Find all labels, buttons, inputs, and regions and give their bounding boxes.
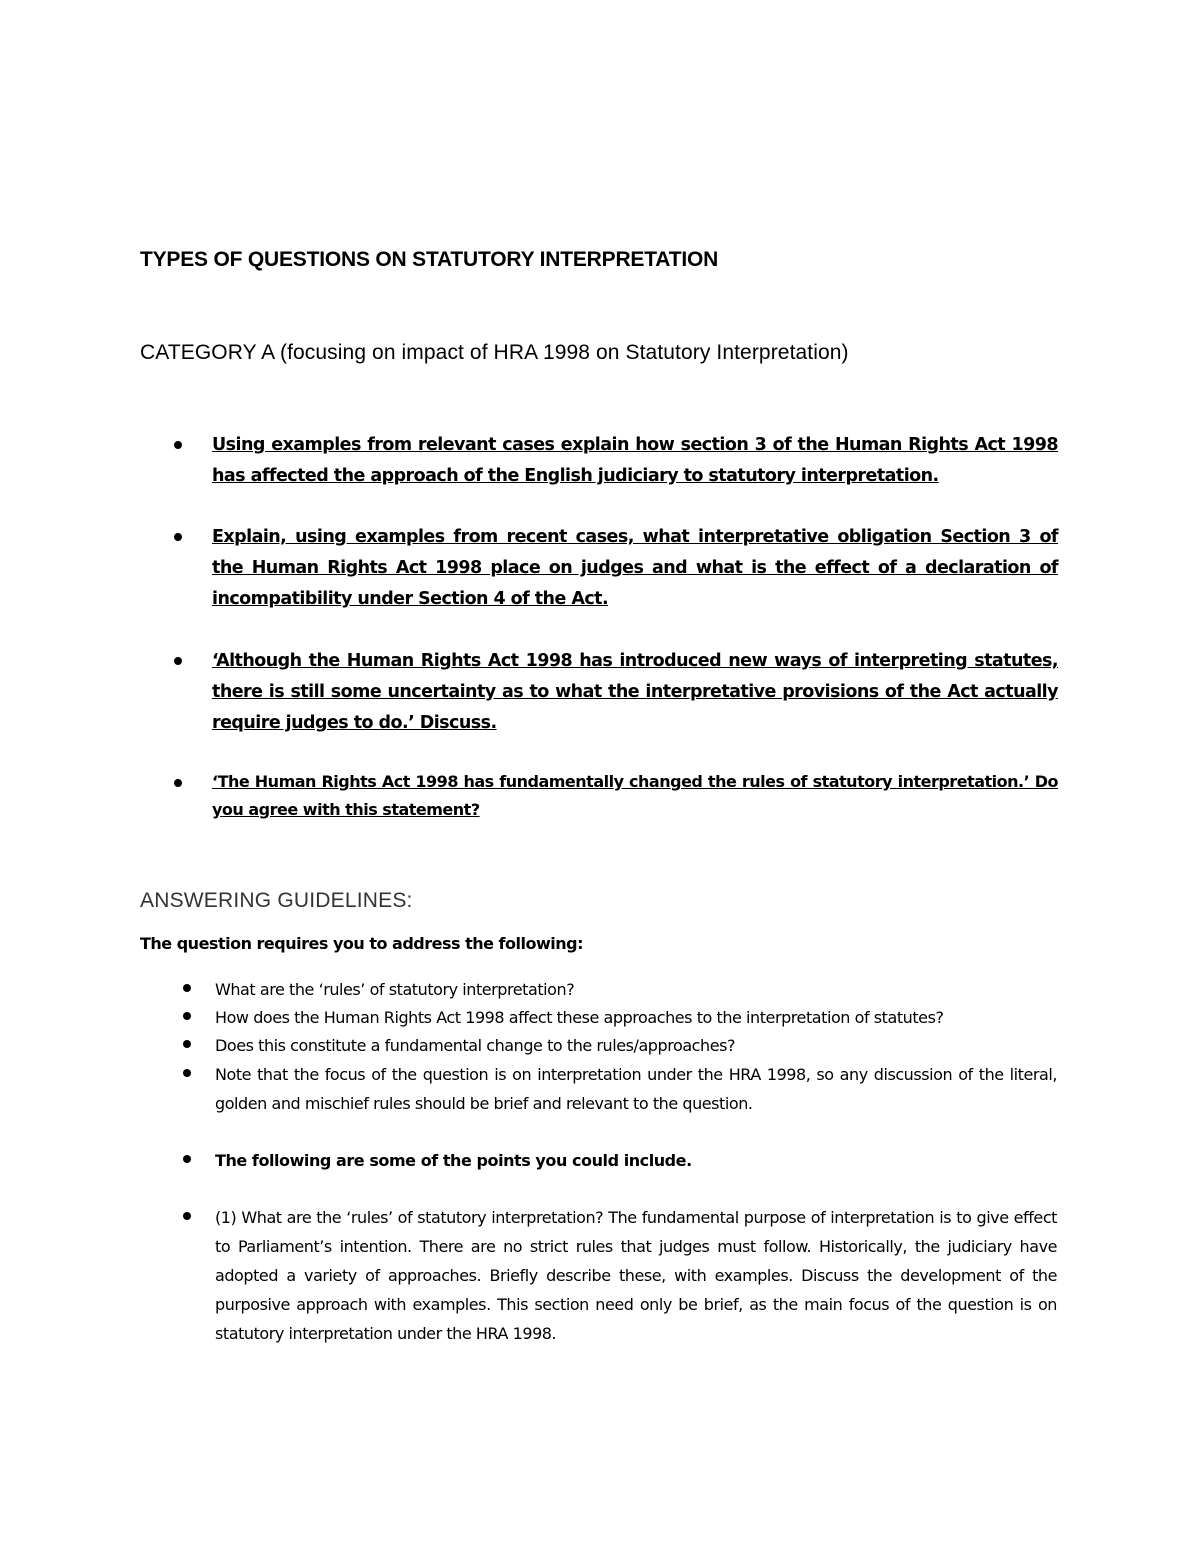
document-title: TYPES OF QUESTIONS ON STATUTORY INTERPRETATION [140, 248, 719, 271]
bullet-icon [183, 1155, 191, 1163]
question-item-2: Explain, using examples from recent cases, what interpretative obligation Section 3 of the Human Rights Act 1998 place on judges and what is the effect of a declaration of incompatibility under Section 4 of the Act. [212, 527, 1058, 609]
question-item-1: Using examples from relevant cases explain how section 3 of the Human Rights Act 1998 has affected the approach of the English judiciary to statutory interpretation. [212, 435, 1058, 486]
bullet-icon [174, 533, 182, 541]
guidelines-heading: ANSWERING GUIDELINES: [140, 889, 413, 912]
guideline-item-1: What are the ‘rules’ of statutory interpretation? [215, 980, 575, 999]
bullet-icon [183, 1012, 191, 1020]
bullet-icon [174, 779, 182, 787]
bullet-icon [183, 984, 191, 992]
requires-statement: The question requires you to address the following: [140, 934, 583, 953]
bullet-icon [183, 1069, 191, 1077]
guideline-item-3: Does this constitute a fundamental change to the rules/approaches? [215, 1036, 736, 1055]
question-item-4: ‘The Human Rights Act 1998 has fundamentally changed the rules of statutory interpretation.’ Do you agree with this statement? [212, 772, 1058, 819]
bullet-icon [183, 1040, 191, 1048]
guideline-item-4: Note that the focus of the question is on interpretation under the HRA 1998, so any discussion of the literal, golden and mischief rules should be brief and relevant to the question. [215, 1065, 1057, 1113]
category-heading: CATEGORY A (focusing on impact of HRA 1998 on Statutory Interpretation) [140, 341, 849, 364]
guideline-item-2: How does the Human Rights Act 1998 affect these approaches to the interpretation of statutes? [215, 1008, 944, 1027]
point-item-1: (1) What are the ‘rules’ of statutory interpretation? The fundamental purpose of interpretation is to give effect to Parliament’s intention. There are no strict rules that judges must follow. Historically, the judiciary have adopted a variety of approaches. Briefly describe these, with examples. Discuss the development of the purposive approach with examples. This section need only be brief, as the main focus of the question is on statutory interpretation under the HRA 1998. [215, 1208, 1057, 1343]
bullet-icon [174, 657, 182, 665]
question-item-3: ‘Although the Human Rights Act 1998 has introduced new ways of interpreting statutes, there is still some uncertainty as to what the interpretative provisions of the Act actually require judges to do.’ Discuss. [212, 651, 1058, 733]
bullet-icon [174, 441, 182, 449]
points-intro: The following are some of the points you could include. [215, 1151, 692, 1170]
bullet-icon [183, 1212, 191, 1220]
